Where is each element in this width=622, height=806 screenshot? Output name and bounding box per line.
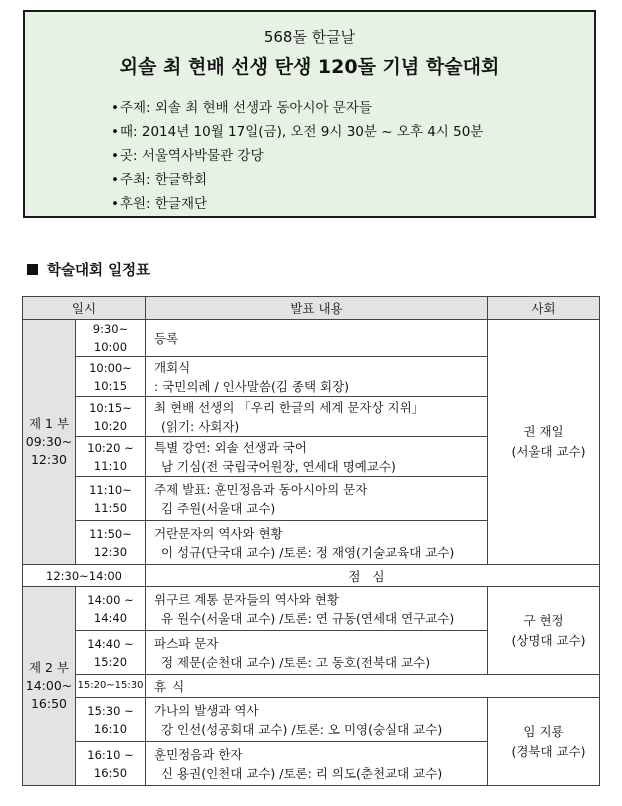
part1-moderator [488, 320, 600, 565]
content-cell: 특별 강연: 외솔 선생과 국어 남 기심(전 국립국어원장, 연세대 명예교수) [146, 437, 488, 477]
section-heading [27, 259, 150, 280]
table-row [23, 320, 600, 357]
break-time: 15:20~15:30 [76, 675, 146, 698]
moderator-org: (서울대 교수) [511, 444, 586, 459]
table-row [23, 698, 600, 742]
part2-title: 제 2 부 [28, 660, 70, 675]
info-topic: • 주제: 외솔 최 현배 선생과 동아시아 문자들 [111, 96, 483, 120]
moderator-name: 임 지룡 [523, 723, 564, 739]
event-info-list [111, 96, 483, 216]
part1-end: 12:30 [30, 452, 68, 467]
part2-start: 14:00~ [25, 678, 73, 693]
info-venue: • 곳: 서울역사박물관 강당 [111, 144, 483, 168]
part2-moderator-b [488, 698, 600, 786]
part1-label [23, 320, 76, 565]
time-cell: 10:15~ 10:20 [76, 397, 146, 437]
time-cell: 9:30~ 10:00 [76, 320, 146, 357]
lunch-time: 12:30~14:00 [23, 565, 146, 587]
part1-start: 09:30~ [25, 434, 73, 449]
part1-title: 제 1 부 [28, 416, 70, 431]
info-host: • 주최: 한글학회 [111, 168, 483, 192]
time-cell: 10:20 ~ 11:10 [76, 437, 146, 477]
part2-end: 16:50 [30, 696, 68, 711]
header-content: 발표 내용 [146, 297, 488, 320]
schedule-table [22, 296, 600, 786]
banner-subtitle: 568돌 한글날 [263, 28, 356, 46]
time-cell: 14:40 ~ 15:20 [76, 631, 146, 675]
break-label: 휴식 [146, 675, 600, 698]
content-cell: 위구르 계통 문자들의 역사와 현황 유 원수(서울대 교수) /토론: 연 규동(연세대 연구교수) [146, 587, 488, 631]
table-row [23, 587, 600, 631]
break-row [23, 675, 600, 698]
part2-label [23, 587, 76, 786]
header-moderator: 사회 [488, 297, 600, 320]
moderator-name: 구 현정 [523, 612, 564, 628]
header-datetime: 일시 [23, 297, 146, 320]
content-cell: 훈민정음과 한자 신 용권(인천대 교수) /토론: 리 의도(춘천교대 교수) [146, 742, 488, 786]
content-cell: 가나의 발생과 역사 강 인선(성공회대 교수) /토론: 오 미영(숭실대 교수) [146, 698, 488, 742]
lunch-label: 점심 [146, 565, 600, 587]
content-cell: 등록 [146, 320, 488, 357]
table-header-row [23, 297, 600, 320]
moderator-org: (경북대 교수) [511, 743, 586, 759]
content-cell: 파스파 문자 정 제문(순천대 교수) /토론: 고 동호(전북대 교수) [146, 631, 488, 675]
banner-title: 외솔 최 현배 선생 탄생 120돌 기념 학술대회 [119, 56, 500, 78]
lunch-row [23, 565, 600, 587]
time-cell: 10:00~ 10:15 [76, 357, 146, 397]
part2-moderator-a [488, 587, 600, 675]
time-cell: 15:30 ~ 16:10 [76, 698, 146, 742]
event-banner [23, 10, 596, 218]
time-cell: 16:10 ~ 16:50 [76, 742, 146, 786]
info-date: • 때: 2014년 10월 17일(금), 오전 9시 30분 ~ 오후 4시 50분 [111, 120, 483, 144]
time-cell: 14:00 ~ 14:40 [76, 587, 146, 631]
content-cell: 거란문자의 역사와 현황 이 성규(단국대 교수) /토론: 정 재영(기술교육대 교수) [146, 521, 488, 565]
section-title: 학술대회 일정표 [47, 263, 151, 279]
time-cell: 11:10~ 11:50 [76, 477, 146, 521]
time-cell: 11:50~ 12:30 [76, 521, 146, 565]
content-cell: 주제 발표: 훈민정음과 동아시아의 문자 김 주원(서울대 교수) [146, 477, 488, 521]
moderator-name: 권 재일 [523, 424, 564, 439]
info-sponsor: • 후원: 한글재단 [111, 192, 483, 216]
square-bullet-icon [27, 264, 38, 275]
moderator-org: (상명대 교수) [511, 632, 586, 648]
content-cell: 개회식 : 국민의례 / 인사말씀(김 종택 회장) [146, 357, 488, 397]
content-cell: 최 현배 선생의 「우리 한글의 세계 문자상 지위」 (읽기: 사회자) [146, 397, 488, 437]
